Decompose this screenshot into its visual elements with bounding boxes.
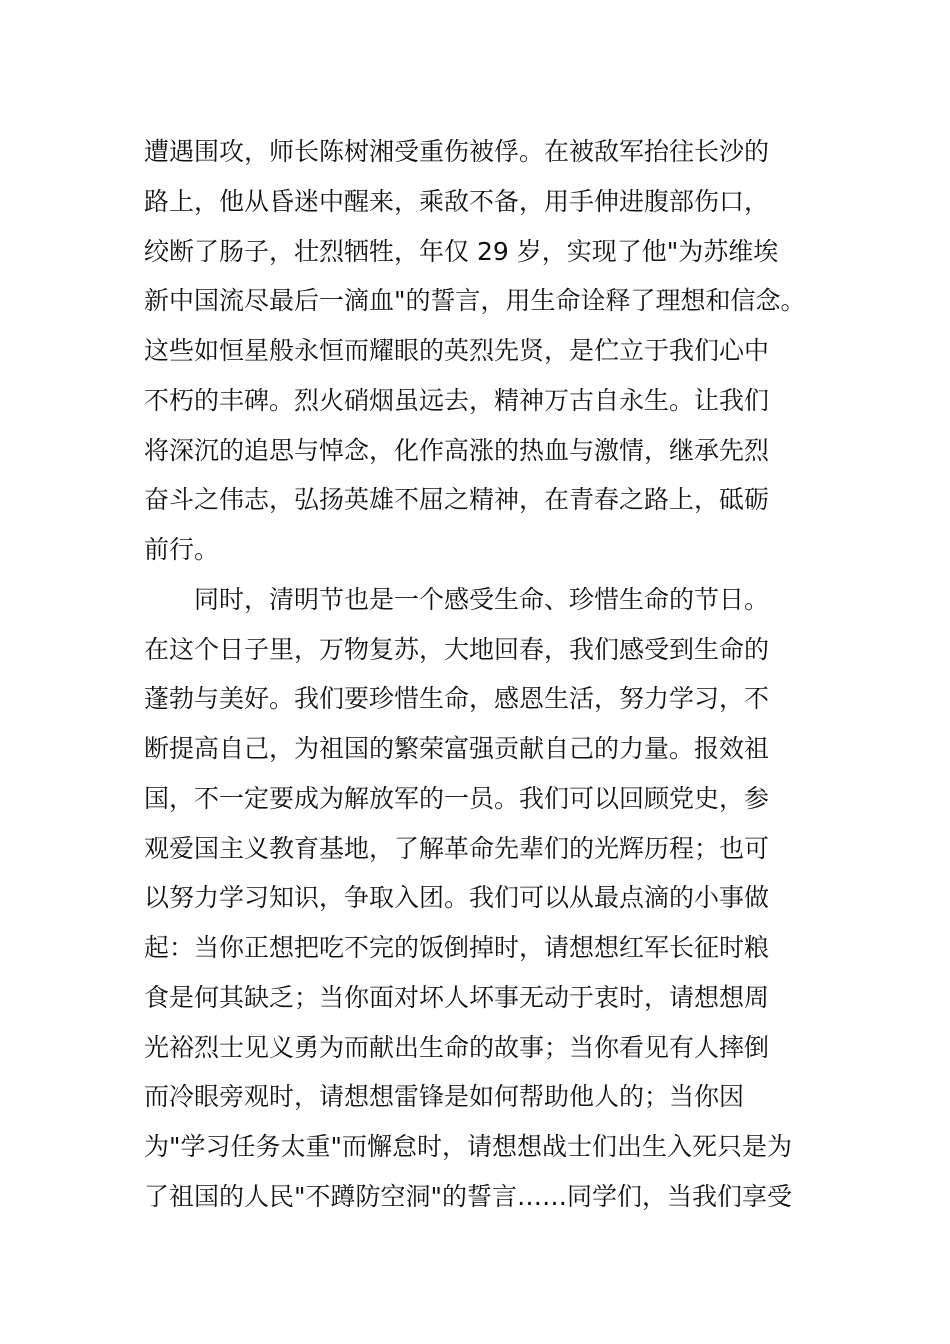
text-line: 起：当你正想把吃不完的饭倒掉时，请想想红军长征时粮 <box>144 933 770 962</box>
text-line: 了祖国的人民"不蹲防空洞"的誓言……同学们，当我们享受 <box>144 1181 793 1211</box>
body-text <box>144 127 824 1222</box>
text-line: 蓬勃与美好。我们要珍惜生命，感恩生活，努力学习，不 <box>144 684 770 714</box>
text-line: 断提高自己，为祖国的繁荣富强贡献自己的力量。报效祖 <box>144 734 770 763</box>
text-line: 同时，清明节也是一个感受生命、珍惜生命的节日。 <box>194 584 770 614</box>
text-line: 新中国流尽最后一滴血"的誓言，用生命诠释了理想和信念。 <box>144 286 806 316</box>
text-line: 为"学习任务太重"而懈怠时，请想想战士们出生入死只是为 <box>144 1132 793 1161</box>
text-line: 以努力学习知识，争取入团。我们可以从最点滴的小事做 <box>144 883 770 913</box>
text-line: 在这个日子里，万物复苏，大地回春，我们感受到生命的 <box>144 634 770 664</box>
text-line: 国，不一定要成为解放军的一员。我们可以回顾党史，参 <box>144 783 770 813</box>
paragraph-2 <box>144 575 824 1222</box>
text-line: 观爱国主义教育基地，了解革命先辈们的光辉历程；也可 <box>144 833 770 863</box>
text-line: 这些如恒星般永恒而耀眼的英烈先贤，是伫立于我们心中 <box>144 336 770 365</box>
text-line: 遭遇围攻，师长陈树湘受重伤被俘。在被敌军抬往长沙的 <box>144 137 770 166</box>
text-line: 食是何其缺乏；当你面对坏人坏事无动于衷时，请想想周 <box>144 982 770 1012</box>
text-line: 不朽的丰碑。烈火硝烟虽远去，精神万古自永生。让我们 <box>144 385 770 415</box>
text-line: 将深沉的追思与悼念，化作高涨的热血与激情，继承先烈 <box>144 435 770 465</box>
text-line: 而冷眼旁观时，请想想雷锋是如何帮助他人的；当你因 <box>144 1082 745 1112</box>
text-line: 奋斗之伟志，弘扬英雄不屈之精神，在青春之路上，砥砺 <box>144 485 770 515</box>
text-line: 路上，他从昏迷中醒来，乘敌不备，用手伸进腹部伤口， <box>144 186 770 216</box>
text-line: 绞断了肠子，壮烈牺牲，年仅 29 岁，实现了他"为苏维埃 <box>144 236 779 266</box>
paragraph-1 <box>144 127 824 575</box>
text-line: 光裕烈士见义勇为而献出生命的故事；当你看见有人摔倒 <box>144 1032 770 1062</box>
text-line: 前行。 <box>144 535 220 564</box>
